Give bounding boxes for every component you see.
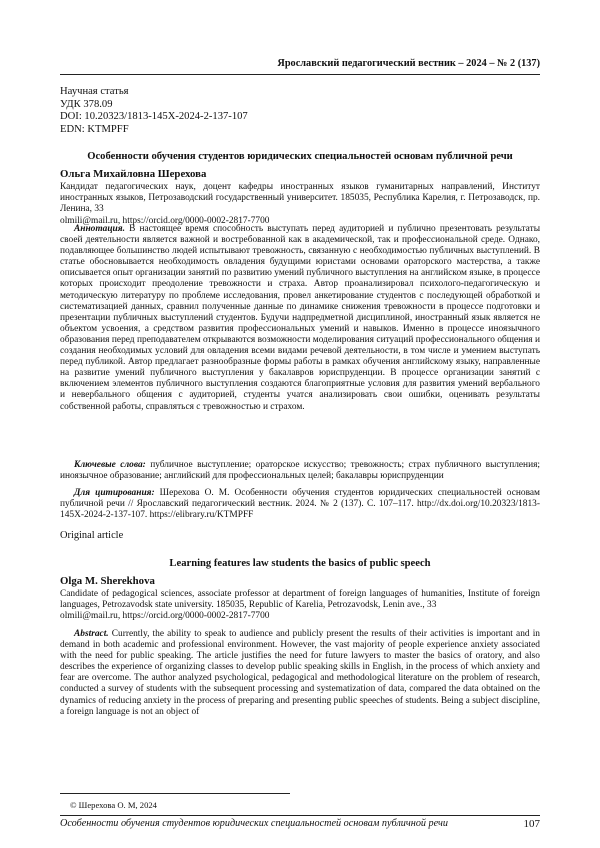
article-meta — [60, 86, 248, 136]
journal-issue: – 2024 – № 2 (137) — [455, 58, 540, 69]
citation-ru — [60, 488, 540, 521]
affiliation-en — [60, 589, 540, 623]
abstract-en — [60, 629, 540, 718]
footer-divider — [60, 815, 540, 816]
abstract-en-label: Abstract. — [74, 629, 109, 639]
abstract-ru-label: Аннотация. — [74, 224, 125, 234]
title-ru: Особенности обучения студентов юридических специальностей основам публичной речи — [87, 151, 513, 162]
abstract-ru — [60, 224, 540, 413]
abstract-ru-text: В настоящее время способность выступать перед аудиторией и публично презентовать результаты своей деятельности является важной и востребованной как в академической, так и профессиональной среде. Однако, подавляющее большинство людей испытывают тревожность, связанную с необходимостью публичных выступлений. В статье обосновывается необходимость овладения будущими юристами основами ораторского мастерства, а также описывается опыт организации занятий по развитию умений публичного выступления на английском языке, в процессе которых происходит преодоление тревожности и страха. Автор проанализировал психолого-педагогическую и методическую литературу по проблеме исследования, провел анкетирование студентов с последующей обработкой и систематизацией данных, сравнил полученные данные по динамике снижения тревожности в процессе подготовки и презентации публичных выступлений студентов. Будучи надпредметной дисциплиной, иностранный язык является не объектом усвоения, а средством развития профессиональных умений и навыков. Именно в процессе иноязычного образования перед преподавателем открываются возможности моделирования ситуаций профессионального общения и создания необходимых условий для овладения всеми видами речевой деятельности, в том числе и умением выступать перед публикой. Автор предлагает разнообразные формы работы в рамках обучения английскому языку, направленные на развитие умений публичного выступления у бакалавров юриспруденции. В процессе организации занятий с включением элементов публичного выступления создаются благоприятные условия для развития умений вербального и невербального общения с аудиторией, студенты учатся анализировать свои ошибки, оценивать результаты собственной работы, справляться с тревожностью и страхом. — [60, 224, 540, 412]
running-footer — [60, 818, 540, 829]
running-header — [60, 58, 540, 69]
affiliation-ru-text: Кандидат педагогических наук, доцент кафедры иностранных языков гуманитарных направлений, Институт иностранных языков, Петрозаводский государственный университет. 185035, Республика Карелия, г. Петрозаводск, пр. Ленина, 33 — [60, 182, 540, 215]
author-en: Olga M. Sherekhova — [60, 575, 155, 587]
article-type: Научная статья — [60, 86, 129, 97]
edn: EDN: KTMPFF — [60, 123, 129, 135]
udc: УДК 378.09 — [60, 98, 113, 110]
doi: DOI: 10.20323/1813-145X-2024-2-137-107 — [60, 111, 248, 123]
footnote-divider — [60, 793, 290, 794]
header-divider — [60, 74, 540, 75]
citation-ru-text: Шерехова О. М. Особенности обучения студентов юридических специальностей основам публичной речи // Ярославский педагогический вестник. 2024. № 2 (137). С. 107–117. http://dx.doi.org/10.20323/1813-145X-2024-2-137-107. https://elibrary.ru/KTMPFF — [60, 488, 540, 521]
affiliation-en-text: Candidate of pedagogical sciences, associate professor at department of foreign languages of humanities, Institute of foreign languages, Petrozavodsk state university. 185035, Republic of Karelia, Petrozavodsk, Lenin ave., 33 — [60, 589, 540, 611]
abstract-en-text: Currently, the ability to speak to audience and publicly present the results of their activities is important and in demand in both academic and professional environment. However, the vast majority of people experience anxiety associated with the need for public speaking. The article justifies the need for future lawyers to master the basics of oratory, and also describes the experience of organizing classes to develop public speaking skills in English, in the process of which anxiety and fear are overcome. The author analyzed psychological, pedagogical and methodological literature on the problem of research, conducted a survey of students with the subsequent processing and systematization of data, compared the data obtained on the dynamics of reducing anxiety in the process of preparing and presenting public speeches of students. Being a subject discipline, a foreign language is not an object of — [60, 629, 540, 717]
contacts-ru: olmili@mail.ru, https://orcid.org/0000-0002-2817-7700 — [60, 215, 270, 226]
journal-name: Ярославский педагогический вестник — [277, 58, 456, 69]
affiliation-ru — [60, 182, 540, 227]
page-number: 107 — [523, 818, 540, 830]
keywords-ru-text: публичное выступление; ораторское искусство; тревожность; страх публичного выступления; иноязычное образование; английский для профессиональных целей; бакалавры юриспруденции — [60, 460, 541, 482]
author-ru: Ольга Михайловна Шерехова — [60, 168, 207, 180]
title-en: Learning features law students the basics of public speech — [169, 558, 431, 569]
footer-running-title: Особенности обучения студентов юридических специальностей основам публичной речи — [60, 818, 448, 829]
keywords-ru — [60, 460, 540, 482]
keywords-ru-label: Ключевые слова: — [74, 460, 146, 470]
copyright-footnote: © Шерехова О. М, 2024 — [70, 800, 157, 810]
citation-ru-label: Для цитирования: — [74, 488, 155, 498]
article-type-en: Original article — [60, 530, 124, 541]
contacts-en: olmili@mail.ru, https://orcid.org/0000-0002-2817-7700 — [60, 611, 270, 622]
